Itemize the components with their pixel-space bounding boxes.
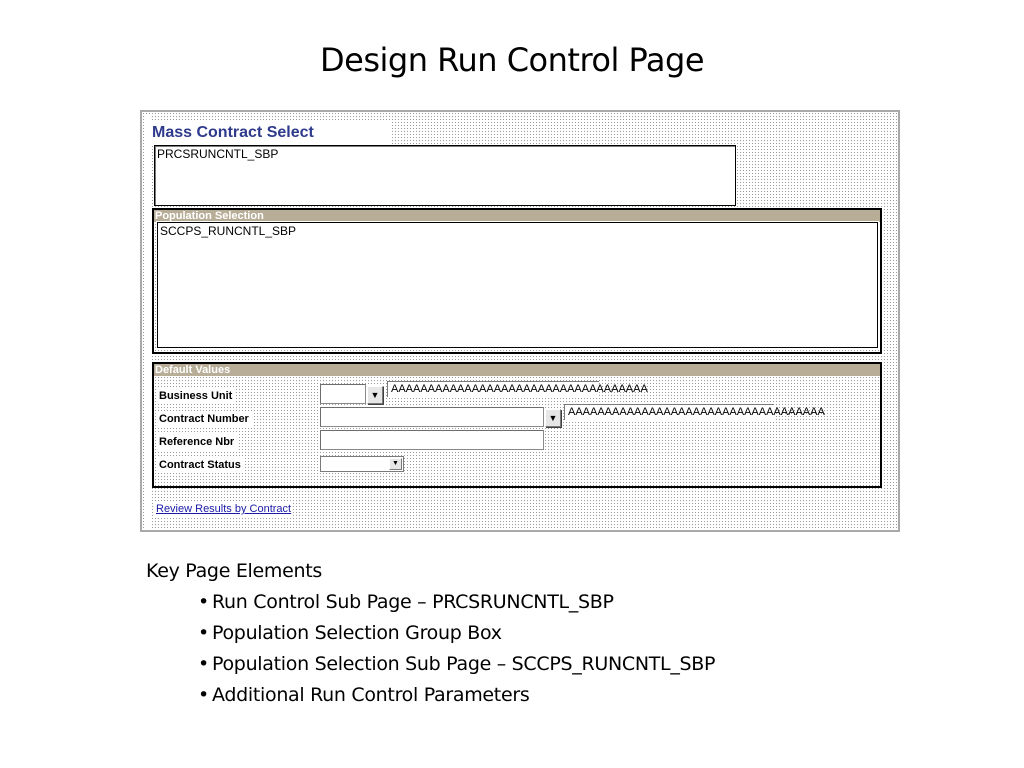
default-values-header: Default Values bbox=[154, 364, 880, 376]
bullet-icon: • bbox=[198, 622, 209, 644]
list-item-text: Population Selection Group Box bbox=[212, 622, 502, 644]
bullet-icon: • bbox=[198, 684, 209, 706]
lookup-arrow-icon: ▼ bbox=[370, 390, 380, 400]
list-item-text: Population Selection Sub Page – SCCPS_RUNCNTL_SBP bbox=[212, 653, 716, 675]
reference-nbr-label: Reference Nbr bbox=[157, 434, 238, 450]
lookup-arrow-icon: ▼ bbox=[548, 413, 558, 423]
business-unit-label: Business Unit bbox=[157, 388, 236, 404]
business-unit-lookup-button[interactable] bbox=[367, 386, 383, 404]
list-item bbox=[198, 587, 926, 618]
contract-status-select[interactable] bbox=[320, 456, 404, 472]
notes-heading: Key Page Elements bbox=[146, 560, 322, 582]
contract-number-input[interactable] bbox=[320, 407, 544, 427]
default-values-groupbox bbox=[152, 362, 882, 488]
list-item bbox=[198, 649, 926, 680]
notes-list bbox=[146, 587, 926, 711]
population-selection-groupbox bbox=[152, 208, 882, 354]
list-item bbox=[198, 618, 926, 649]
contract-number-lookup-button[interactable] bbox=[545, 409, 561, 427]
list-item-text: Run Control Sub Page – PRCSRUNCNTL_SBP bbox=[212, 591, 614, 613]
list-item bbox=[198, 680, 926, 711]
business-unit-input[interactable] bbox=[320, 384, 366, 404]
contract-number-label: Contract Number bbox=[157, 411, 253, 427]
population-selection-header: Population Selection bbox=[154, 210, 880, 222]
run-control-subpage[interactable]: PRCSRUNCNTL_SBP bbox=[154, 145, 736, 206]
review-results-link[interactable]: Review Results by Contract bbox=[156, 503, 292, 515]
contract-number-description: AAAAAAAAAAAAAAAAAAAAAAAAAAAAAAAAAAA bbox=[564, 404, 774, 420]
contract-status-label: Contract Status bbox=[157, 457, 245, 473]
population-selection-subpage[interactable]: SCCPS_RUNCNTL_SBP bbox=[157, 222, 878, 348]
key-elements-notes bbox=[146, 556, 926, 711]
bullet-icon: • bbox=[198, 653, 209, 675]
list-item-text: Additional Run Control Parameters bbox=[212, 684, 530, 706]
bullet-icon: • bbox=[198, 591, 209, 613]
business-unit-description: AAAAAAAAAAAAAAAAAAAAAAAAAAAAAAAAAAA bbox=[387, 381, 599, 397]
page-design-canvas bbox=[140, 110, 900, 532]
dropdown-arrow-icon[interactable]: ▼ bbox=[389, 458, 402, 470]
reference-nbr-input[interactable] bbox=[320, 430, 544, 450]
canvas-margin bbox=[146, 116, 151, 528]
page-title: Mass Contract Select bbox=[148, 122, 390, 144]
slide-title: Design Run Control Page bbox=[320, 41, 704, 79]
